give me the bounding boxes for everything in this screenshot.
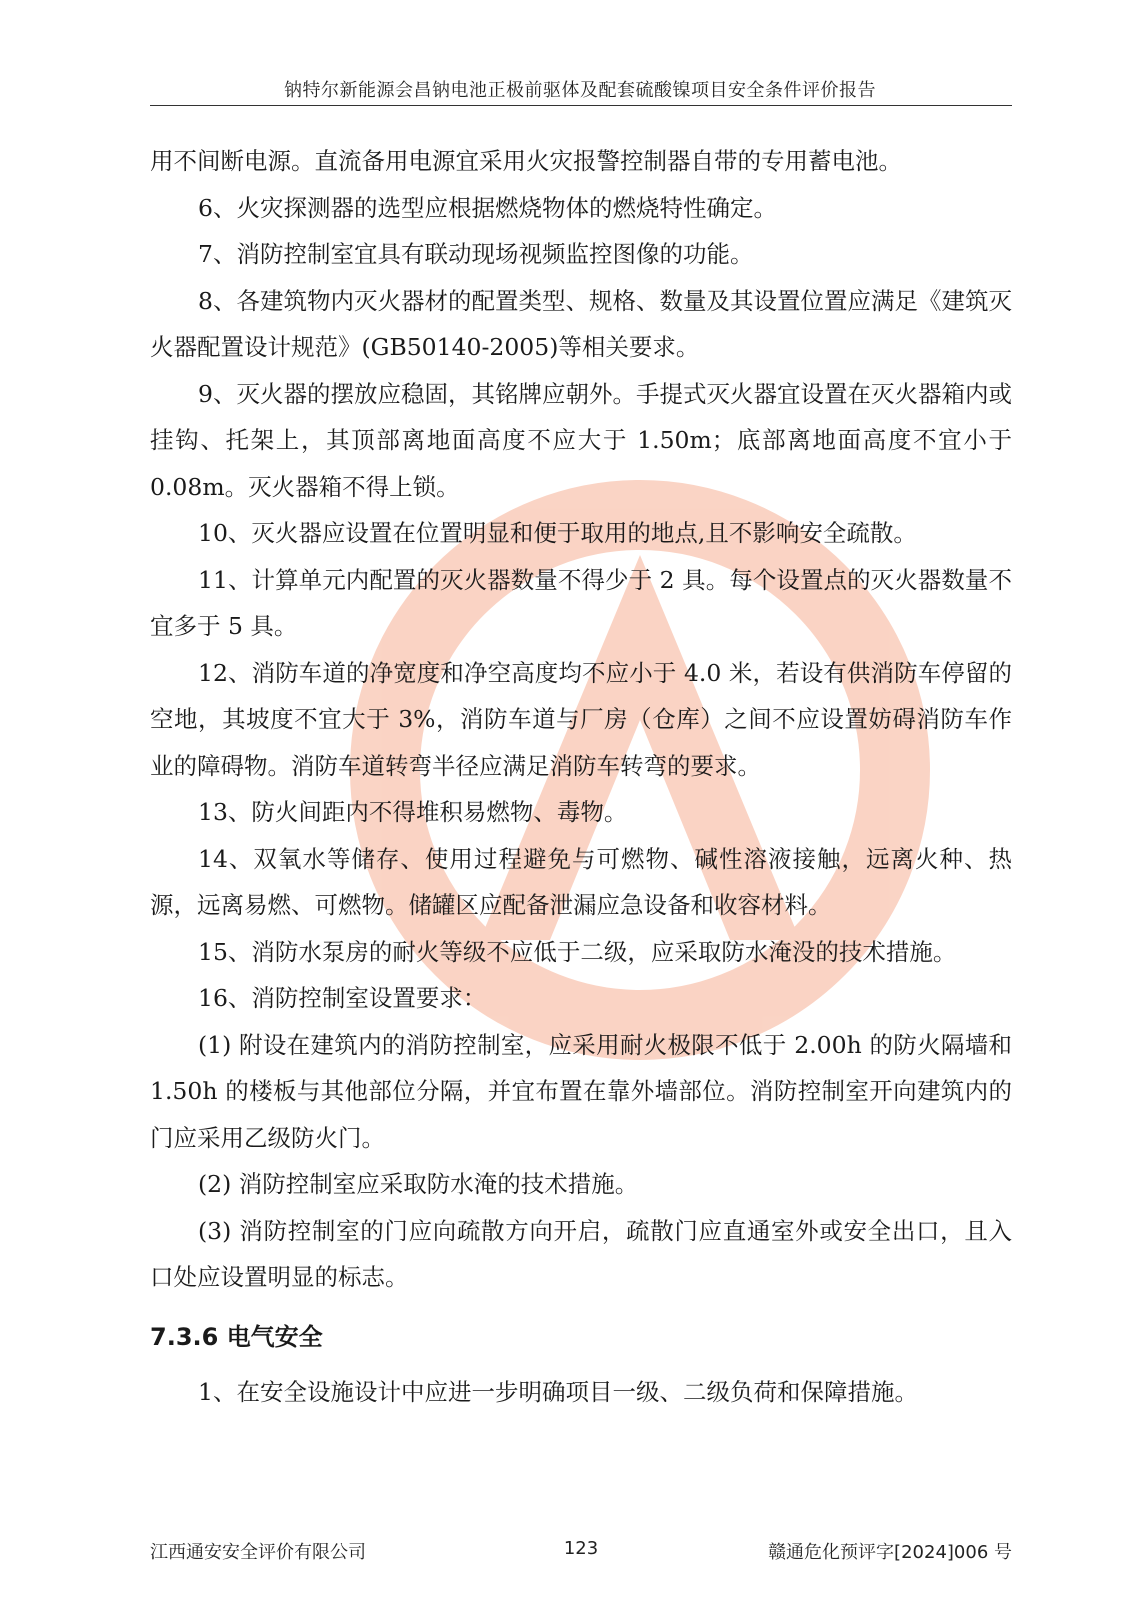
footer-company: 江西通安安全评价有限公司 bbox=[150, 1542, 366, 1563]
document-body bbox=[150, 138, 1012, 1415]
body-paragraph: 11、计算单元内配置的灭火器数量不得少于 2 具。每个设置点的灭火器数量不宜多于 5 具。 bbox=[150, 565, 1012, 640]
body-paragraph: 13、防火间距内不得堆积易燃物、毒物。 bbox=[198, 798, 628, 826]
body-paragraph: 15、消防水泵房的耐火等级不应低于二级，应采取防水淹没的技术措施。 bbox=[198, 937, 957, 966]
body-paragraph: 10、灭火器应设置在位置明显和便于取用的地点,且不影响安全疏散。 bbox=[198, 519, 917, 547]
paragraph-list bbox=[150, 138, 1012, 1301]
footer-page-number: 123 bbox=[563, 1538, 599, 1559]
body-paragraph: 8、各建筑物内灭火器材的配置类型、规格、数量及其设置位置应满足《建筑灭火器配置设计规范》(GB50140-2005)等相关要求。 bbox=[150, 286, 1012, 361]
body-paragraph: 6、火灾探测器的选型应根据燃烧物体的燃烧特性确定。 bbox=[198, 193, 777, 222]
body-paragraph: 7、消防控制室宜具有联动现场视频监控图像的功能。 bbox=[198, 240, 754, 268]
body-paragraph: (2) 消防控制室应采取防水淹的技术措施。 bbox=[198, 1170, 639, 1198]
body-paragraph: 用不间断电源。直流备用电源宜采用火灾报警控制器自带的专用蓄电池。 bbox=[150, 147, 902, 175]
header-divider bbox=[150, 105, 1012, 106]
body-paragraph: 9、灭火器的摆放应稳固，其铭牌应朝外。手提式灭火器宜设置在灭火器箱内或挂钩、托架上，其顶部离地面高度不应大于 1.50m；底部离地面高度不宜小于 0.08m。灭火器箱不得上锁。 bbox=[150, 379, 1012, 501]
body-paragraph: (1) 附设在建筑内的消防控制室，应采用耐火极限不低于 2.00h 的防火隔墙和 1.50h 的楼板与其他部位分隔，并宜布置在靠外墙部位。消防控制室开向建筑内的门应采用乙级防火门。 bbox=[150, 1030, 1012, 1152]
section-heading: 7.3.6 电气安全 bbox=[150, 1322, 323, 1351]
body-paragraph: 12、消防车道的净宽度和净空高度均不应小于 4.0 米，若设有供消防车停留的空地，其坡度不宜大于 3%，消防车道与厂房（仓库）之间不应设置妨碍消防车作业的障碍物。消防车道转弯半径应满足消防车转弯的要求。 bbox=[150, 658, 1012, 780]
body-paragraph: 16、消防控制室设置要求： bbox=[198, 984, 487, 1012]
after-paragraph-list bbox=[150, 1369, 1012, 1416]
body-paragraph: 14、双氧水等储存、使用过程避免与可燃物、碱性溶液接触，远离火种、热源，远离易燃、可燃物。储罐区应配备泄漏应急设备和收容材料。 bbox=[150, 844, 1012, 919]
body-paragraph: (3) 消防控制室的门应向疏散方向开启，疏散门应直通室外或安全出口，且入口处应设置明显的标志。 bbox=[150, 1216, 1012, 1291]
page-header-title: 钠特尔新能源会昌钠电池正极前驱体及配套硫酸镍项目安全条件评价报告 bbox=[284, 80, 876, 101]
footer-doc-number: 赣通危化预评字[2024]006 号 bbox=[768, 1542, 1012, 1563]
body-paragraph: 1、在安全设施设计中应进一步明确项目一级、二级负荷和保障措施。 bbox=[198, 1377, 918, 1406]
